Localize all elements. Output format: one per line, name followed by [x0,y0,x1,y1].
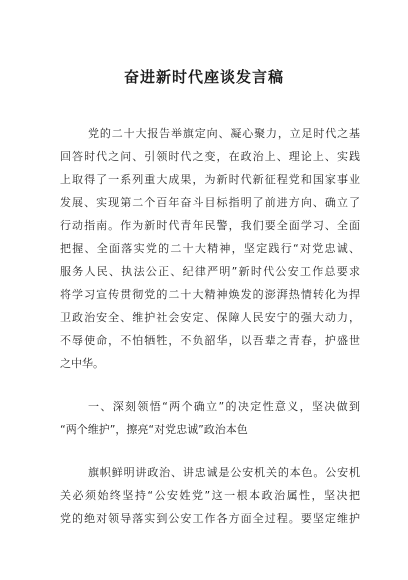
paragraph-line: 党的二十大报告举旗定向、凝心聚力，立足时代之基 [88,127,360,140]
paragraph-line: 之中华。 [60,357,104,370]
paragraph-line: 不辱使命，不怕牺牲，不负韶华，以吾辈之青春，护盛世 [60,334,360,347]
section-heading-line: “两个维护”，擦亮“对党忠诚”政治本色 [60,423,248,436]
paragraph-line: 上取得了一系列重大成果，为新时代新征程党和国家事业 [60,173,360,186]
paragraph-line: 旗帜鲜明讲政治、讲忠诚是公安机关的本色。公安机 [88,466,360,479]
paragraph-line: 行动指南。作为新时代青年民警，我们要全面学习、全面 [60,219,360,232]
document-title: 奋进新时代座谈发言稿 [123,68,284,86]
section-heading-line: 一、深刻领悟“两个确立”的决定性意义，坚决做到 [88,400,360,413]
paragraph-line: 把握、全面落实党的二十大精神，坚定践行“对党忠诚、 [60,242,360,255]
paragraph-line: 服务人民、执法公正、纪律严明”新时代公安工作总要求 [60,265,360,278]
paragraph-line: 党的绝对领导落实到公安工作各方面全过程。要坚定维护 [60,512,360,525]
paragraph-line: 关必须始终坚持“公安姓党”这一根本政治属性，坚决把 [60,489,360,502]
paragraph-line: 将学习宣传贯彻党的二十大精神焕发的澎湃热情转化为捍 [60,288,360,301]
paragraph-line: 卫政治安全、维护社会安定、保障人民安宁的强大动力， [60,311,360,324]
paragraph-line: 回答时代之问、引领时代之变，在政治上、理论上、实践 [60,150,360,163]
paragraph-line: 发展、实现第二个百年奋斗目标指明了前进方向、确立了 [60,196,360,209]
